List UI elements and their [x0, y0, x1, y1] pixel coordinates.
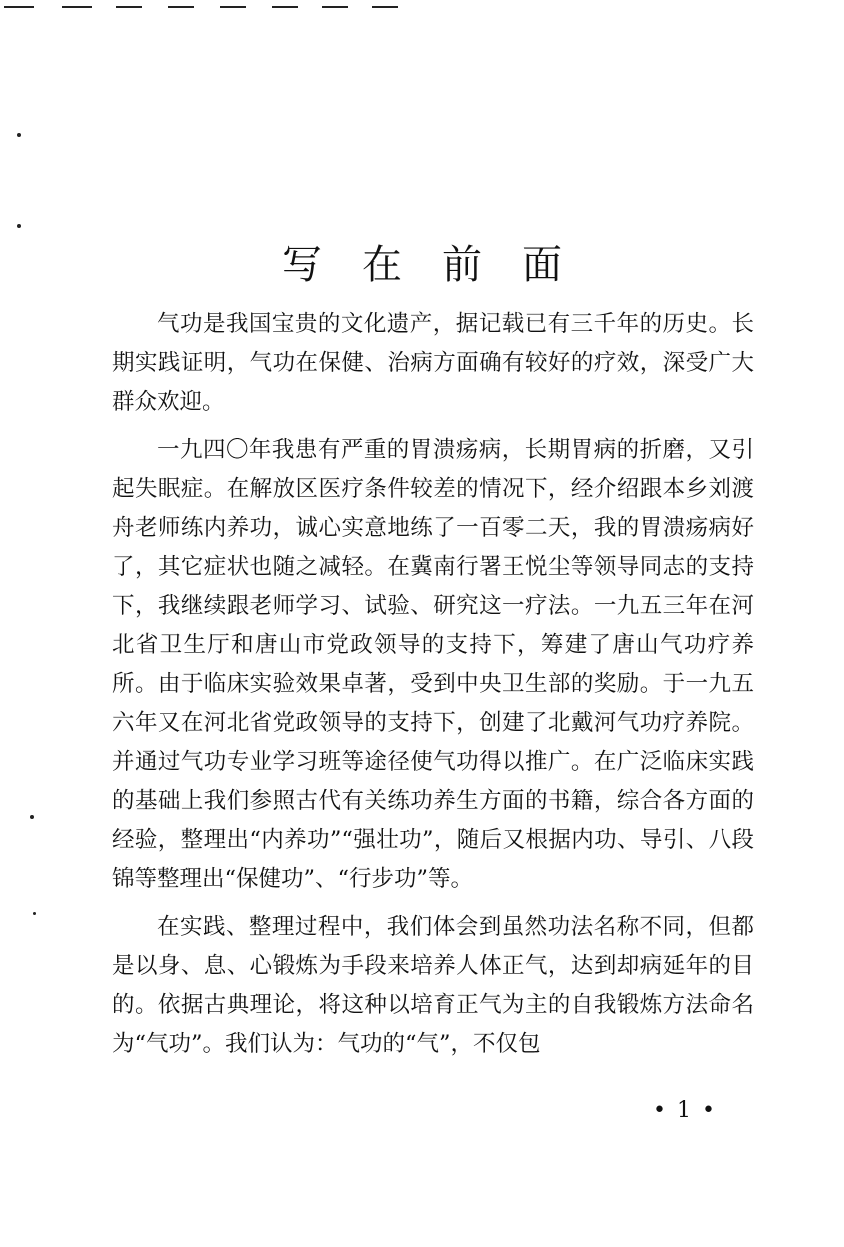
scan-dash	[62, 6, 92, 8]
scan-dash	[4, 6, 34, 8]
scan-speck	[17, 224, 21, 228]
page-title: 写在前面	[282, 241, 602, 288]
scan-dash	[372, 6, 398, 8]
scan-dash	[116, 6, 142, 8]
paragraph: 在实践、整理过程中，我们体会到虽然功法名称不同，但都是以身、息、心锻炼为手段来培养人体正气，达到却病延年的目的。依据古典理论，将这种以培育正气为主的自我锻炼方法命名为“气功”。我们认为：气功的“气”，不仅包	[112, 914, 754, 1057]
scan-speck	[33, 912, 36, 915]
page-number: • 1 •	[653, 1098, 717, 1123]
paragraph: 气功是我国宝贵的文化遗产，据记载已有三千年的历史。长期实践证明，气功在保健、治病方面确有较好的疗效，深受广大群众欢迎。	[112, 311, 754, 415]
scan-dash	[272, 6, 298, 8]
body-text	[112, 305, 754, 1073]
scan-dash	[168, 6, 194, 8]
scan-edge-marks	[0, 0, 420, 12]
scan-dash	[220, 6, 246, 8]
scan-speck	[17, 133, 21, 137]
scan-dash	[322, 6, 348, 8]
scan-speck	[30, 815, 34, 819]
paragraph: 一九四〇年我患有严重的胃溃疡病，长期胃病的折磨，又引起失眠症。在解放区医疗条件较差的情况下，经介绍跟本乡刘渡舟老师练内养功，诚心实意地练了一百零二天，我的胃溃疡病好了，其它症状也随之减轻。在冀南行署王悦尘等领导同志的支持下，我继续跟老师学习、试验、研究这一疗法。一九五三年在河北省卫生厅和唐山市党政领导的支持下，筹建了唐山气功疗养所。由于临床实验效果卓著，受到中央卫生部的奖励。于一九五六年又在河北省党政领导的支持下，创建了北戴河气功疗养院。并通过气功专业学习班等途径使气功得以推广。在广泛临床实践的基础上我们参照古代有关练功养生方面的书籍，综合各方面的经验，整理出“内养功”“强壮功”，随后又根据内功、导引、八段锦等整理出“保健功”、“行步功”等。	[112, 437, 754, 892]
